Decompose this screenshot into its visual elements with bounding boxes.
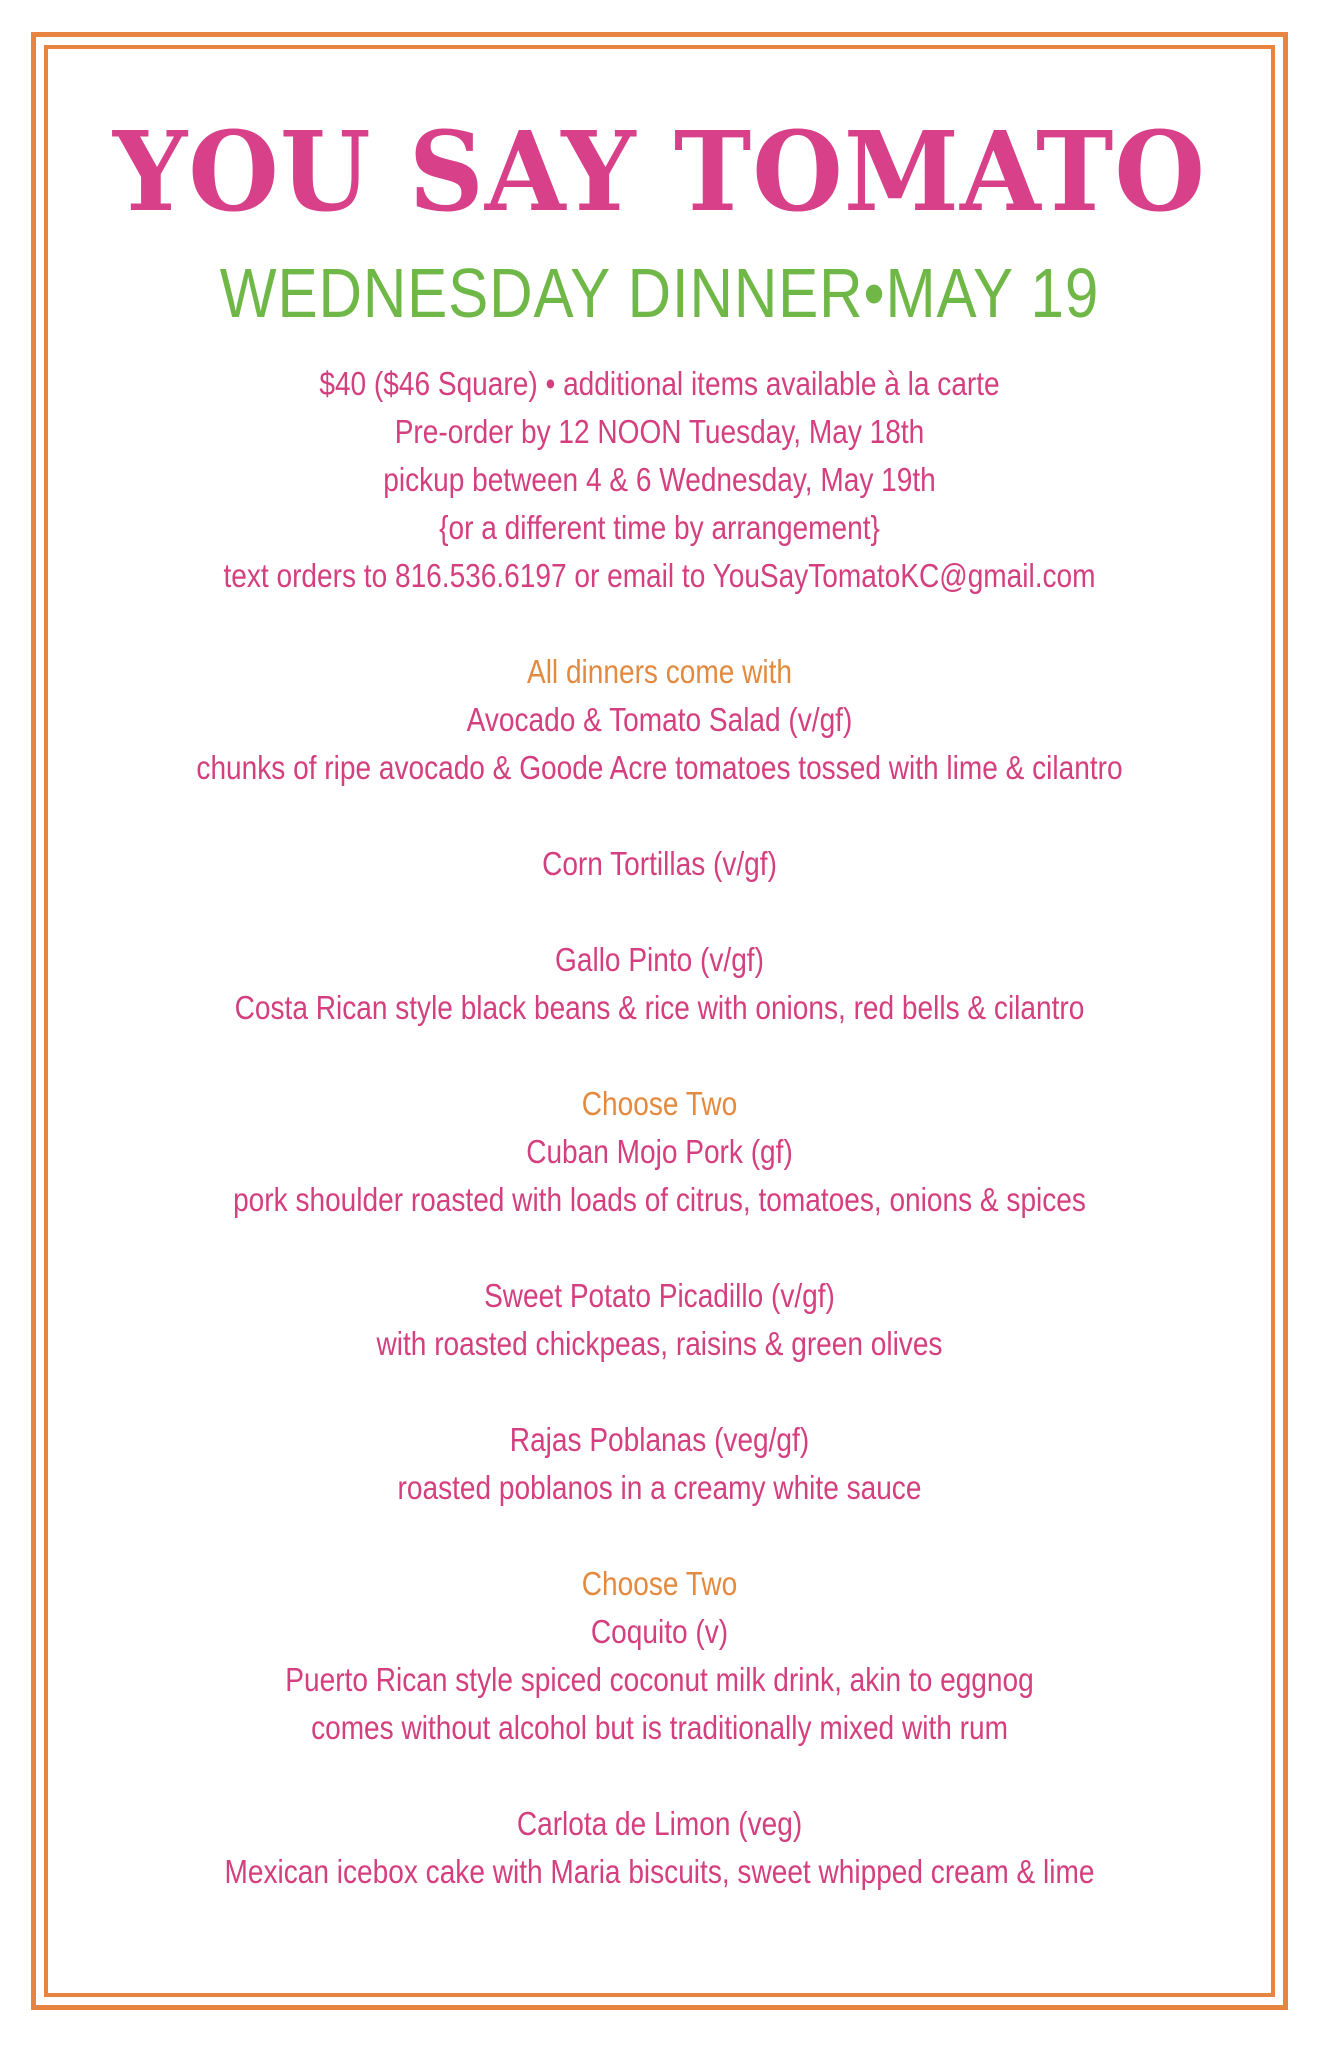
section-heading-desserts: Choose Two — [581, 1565, 738, 1602]
spacer — [44, 1752, 1275, 1800]
arrangement-note: {or a different time by arrangement} — [439, 509, 880, 546]
menu-item-description: roasted poblanos in a creamy white sauce — [397, 1469, 922, 1506]
menu-item-description: pork shoulder roasted with loads of citrus, tomatoes, onions & spices — [233, 1181, 1086, 1218]
menu-item-description: Mexican icebox cake with Maria biscuits, sweet whipped cream & lime — [224, 1853, 1095, 1890]
preorder-deadline: Pre-order by 12 NOON Tuesday, May 18th — [394, 413, 925, 450]
pickup-window: pickup between 4 & 6 Wednesday, May 19th — [383, 461, 936, 498]
spacer — [44, 1512, 1275, 1560]
menu-item-name: Rajas Poblanas (veg/gf) — [509, 1421, 810, 1458]
menu-item-description: with roasted chickpeas, raisins & green olives — [376, 1325, 943, 1362]
dinner-date-heading: WEDNESDAY DINNER•MAY 19 — [219, 254, 1100, 332]
menu-item-description: Puerto Rican style spiced coconut milk drink, akin to eggnog — [285, 1661, 1034, 1698]
menu-item-name: Carlota de Limon (veg) — [516, 1805, 803, 1842]
menu-item-name: Sweet Potato Picadillo (v/gf) — [484, 1277, 835, 1314]
menu-content — [44, 45, 1275, 1896]
section-heading-mains: Choose Two — [581, 1085, 738, 1122]
menu-lines — [44, 360, 1275, 1896]
menu-item-name: Avocado & Tomato Salad (v/gf) — [466, 701, 853, 738]
spacer — [44, 792, 1275, 840]
menu-item-description: chunks of ripe avocado & Goode Acre tomatoes tossed with lime & cilantro — [196, 749, 1123, 786]
restaurant-title: YOU SAY TOMATO — [113, 106, 1206, 237]
menu-item-name: Coquito (v) — [590, 1613, 729, 1650]
price-info: $40 ($46 Square) • additional items available à la carte — [319, 365, 1000, 402]
spacer — [44, 1368, 1275, 1416]
spacer — [44, 1032, 1275, 1080]
spacer — [44, 600, 1275, 648]
menu-item-description: Costa Rican style black beans & rice with onions, red bells & cilantro — [234, 989, 1085, 1026]
contact-info: text orders to 816.536.6197 or email to YouSayTomatoKC@gmail.com — [223, 557, 1096, 594]
menu-item-description: comes without alcohol but is traditionally mixed with rum — [311, 1709, 1008, 1746]
menu-item-name: Gallo Pinto (v/gf) — [555, 941, 764, 978]
section-heading-all-dinners: All dinners come with — [526, 653, 793, 690]
menu-item-name: Corn Tortillas (v/gf) — [542, 845, 777, 882]
spacer — [44, 1224, 1275, 1272]
menu-item-name: Cuban Mojo Pork (gf) — [526, 1133, 793, 1170]
spacer — [44, 888, 1275, 936]
